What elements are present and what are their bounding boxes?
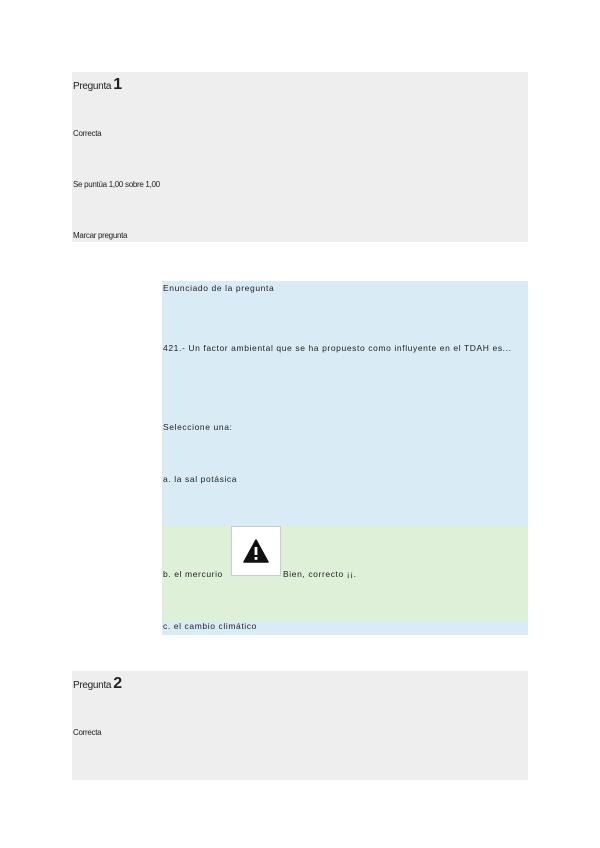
question-1-heading [73,76,122,94]
question-text: 421.- Un factor ambiental que se ha propuesto como influyente en el TDAH es... [163,343,512,353]
answer-option-a[interactable]: a. la sal potásica [163,474,238,484]
flag-question-link[interactable]: Marcar pregunta [73,231,128,240]
feedback-image [231,526,281,576]
question-score: Se puntúa 1,00 sobre 1,00 [73,180,160,189]
question-status: Correcta [73,129,102,138]
question-number: 1 [113,76,122,93]
question-1-content [162,281,528,635]
answer-option-c[interactable]: c. el cambio climático [163,621,257,631]
question-text-heading: Enunciado de la pregunta [163,283,275,293]
question-1-info [72,72,528,242]
answer-option-b[interactable]: b. el mercurio [163,569,223,579]
answer-prompt: Seleccione una: [163,422,233,432]
question-label: Pregunta [73,81,112,92]
question-label: Pregunta [73,680,112,691]
warning-icon [243,539,269,563]
question-2-info [72,671,528,780]
question-2-heading [73,675,122,693]
answer-option-b-row[interactable] [162,526,528,621]
answer-feedback: Bien, correcto ¡¡. [283,569,357,579]
question-status: Correcta [73,728,102,737]
question-number: 2 [113,675,122,692]
